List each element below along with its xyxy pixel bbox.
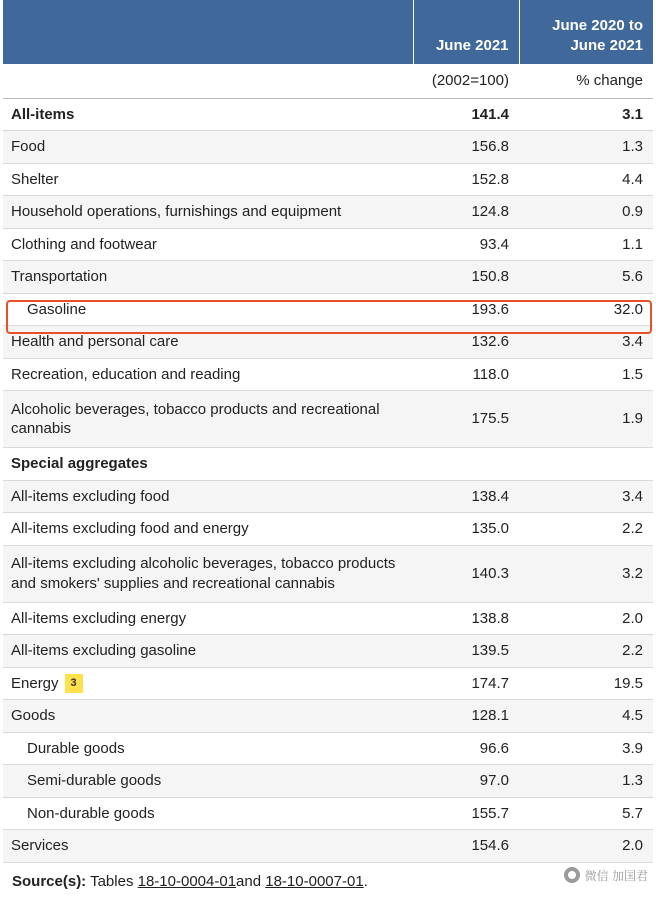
row-index-value: 193.6 — [413, 293, 519, 326]
row-change-value: 5.7 — [519, 797, 653, 830]
row-label: Food — [3, 131, 413, 164]
table-body — [3, 64, 653, 862]
row-label: All-items excluding alcoholic beverages, tobacco products and smokers' supplies and recreational cannabis — [3, 545, 413, 602]
row-change-value: 2.0 — [519, 602, 653, 635]
row-label: Special aggregates — [3, 448, 413, 481]
unit-change: % change — [519, 64, 653, 98]
table-row — [3, 667, 653, 700]
source-line — [12, 873, 656, 890]
row-index-value: 154.6 — [413, 830, 519, 863]
table-row — [3, 765, 653, 798]
source-label: Source(s): — [12, 872, 87, 890]
table-header — [3, 0, 653, 64]
row-change-value: 3.4 — [519, 326, 653, 359]
table-row — [3, 480, 653, 513]
table-row — [3, 391, 653, 448]
row-index-value: 152.8 — [413, 163, 519, 196]
row-label: Clothing and footwear — [3, 228, 413, 261]
footnote-badge[interactable]: 3 — [65, 674, 83, 692]
row-index-value: 132.6 — [413, 326, 519, 359]
wechat-logo-icon — [564, 867, 580, 883]
row-index-value: 118.0 — [413, 358, 519, 391]
header-cell-june-2020-to-june-2021: June 2020 to June 2021 — [519, 0, 653, 64]
row-index-value: 93.4 — [413, 228, 519, 261]
table-row — [3, 545, 653, 602]
table-row — [3, 830, 653, 863]
row-index-value — [413, 448, 519, 481]
table-row — [3, 228, 653, 261]
header-cell-june-2021: June 2021 — [413, 0, 519, 64]
row-label: Alcoholic beverages, tobacco products and recreational cannabis — [3, 391, 413, 448]
row-index-value: 174.7 — [413, 667, 519, 700]
row-change-value: 2.2 — [519, 513, 653, 546]
row-change-value: 1.1 — [519, 228, 653, 261]
watermark — [564, 867, 648, 884]
row-label: All-items excluding gasoline — [3, 635, 413, 668]
table-row — [3, 293, 653, 326]
row-index-value: 138.4 — [413, 480, 519, 513]
header-cell-blank — [3, 0, 413, 64]
table-row — [3, 732, 653, 765]
row-label: All-items — [3, 98, 413, 131]
row-label: Non-durable goods — [3, 797, 413, 830]
row-label: Services — [3, 830, 413, 863]
row-change-value: 32.0 — [519, 293, 653, 326]
table-row — [3, 635, 653, 668]
source-prefix: Tables — [90, 872, 134, 890]
watermark-text: 微信 加国君 — [584, 868, 648, 883]
row-change-value — [519, 448, 653, 481]
row-label: Transportation — [3, 261, 413, 294]
row-change-value: 19.5 — [519, 667, 653, 700]
row-index-value: 141.4 — [413, 98, 519, 131]
row-label: Recreation, education and reading — [3, 358, 413, 391]
table-row — [3, 131, 653, 164]
table-row — [3, 163, 653, 196]
row-change-value: 2.2 — [519, 635, 653, 668]
row-change-value: 1.3 — [519, 765, 653, 798]
row-change-value: 3.2 — [519, 545, 653, 602]
row-label: Durable goods — [3, 732, 413, 765]
unit-index: (2002=100) — [413, 64, 519, 98]
row-label: All-items excluding food and energy — [3, 513, 413, 546]
unit-row — [3, 64, 653, 98]
source-link-1[interactable]: 18-10-0004-01 — [137, 872, 237, 890]
row-index-value: 138.8 — [413, 602, 519, 635]
cpi-table — [3, 0, 653, 863]
row-index-value: 155.7 — [413, 797, 519, 830]
row-change-value: 3.1 — [519, 98, 653, 131]
table-row — [3, 513, 653, 546]
row-index-value: 140.3 — [413, 545, 519, 602]
table-row — [3, 602, 653, 635]
table-row — [3, 98, 653, 131]
row-index-value: 135.0 — [413, 513, 519, 546]
row-label: Goods — [3, 700, 413, 733]
table-row — [3, 196, 653, 229]
row-label: All-items excluding energy — [3, 602, 413, 635]
row-index-value: 175.5 — [413, 391, 519, 448]
table-row — [3, 261, 653, 294]
unit-label — [3, 64, 413, 98]
row-index-value: 150.8 — [413, 261, 519, 294]
row-label: Health and personal care — [3, 326, 413, 359]
table-row — [3, 797, 653, 830]
row-change-value: 4.4 — [519, 163, 653, 196]
row-change-value: 0.9 — [519, 196, 653, 229]
row-label: Household operations, furnishings and equipment — [3, 196, 413, 229]
table-row — [3, 326, 653, 359]
row-label: Energy 3 — [3, 667, 413, 700]
row-change-value: 2.0 — [519, 830, 653, 863]
table-row — [3, 448, 653, 481]
row-change-value: 3.9 — [519, 732, 653, 765]
row-label: Shelter — [3, 163, 413, 196]
row-change-value: 1.9 — [519, 391, 653, 448]
row-label: Semi-durable goods — [3, 765, 413, 798]
row-index-value: 124.8 — [413, 196, 519, 229]
row-change-value: 5.6 — [519, 261, 653, 294]
source-link-2[interactable]: 18-10-0007-01 — [265, 872, 364, 890]
row-index-value: 96.6 — [413, 732, 519, 765]
row-label: Gasoline — [3, 293, 413, 326]
source-suffix: . — [363, 872, 368, 890]
row-change-value: 3.4 — [519, 480, 653, 513]
source-conjunction: and — [236, 872, 262, 890]
header-row — [3, 0, 653, 64]
row-change-value: 1.5 — [519, 358, 653, 391]
row-index-value: 139.5 — [413, 635, 519, 668]
row-index-value: 128.1 — [413, 700, 519, 733]
row-change-value: 1.3 — [519, 131, 653, 164]
table-row — [3, 700, 653, 733]
row-label: All-items excluding food — [3, 480, 413, 513]
row-index-value: 97.0 — [413, 765, 519, 798]
table-row — [3, 358, 653, 391]
row-index-value: 156.8 — [413, 131, 519, 164]
row-change-value: 4.5 — [519, 700, 653, 733]
